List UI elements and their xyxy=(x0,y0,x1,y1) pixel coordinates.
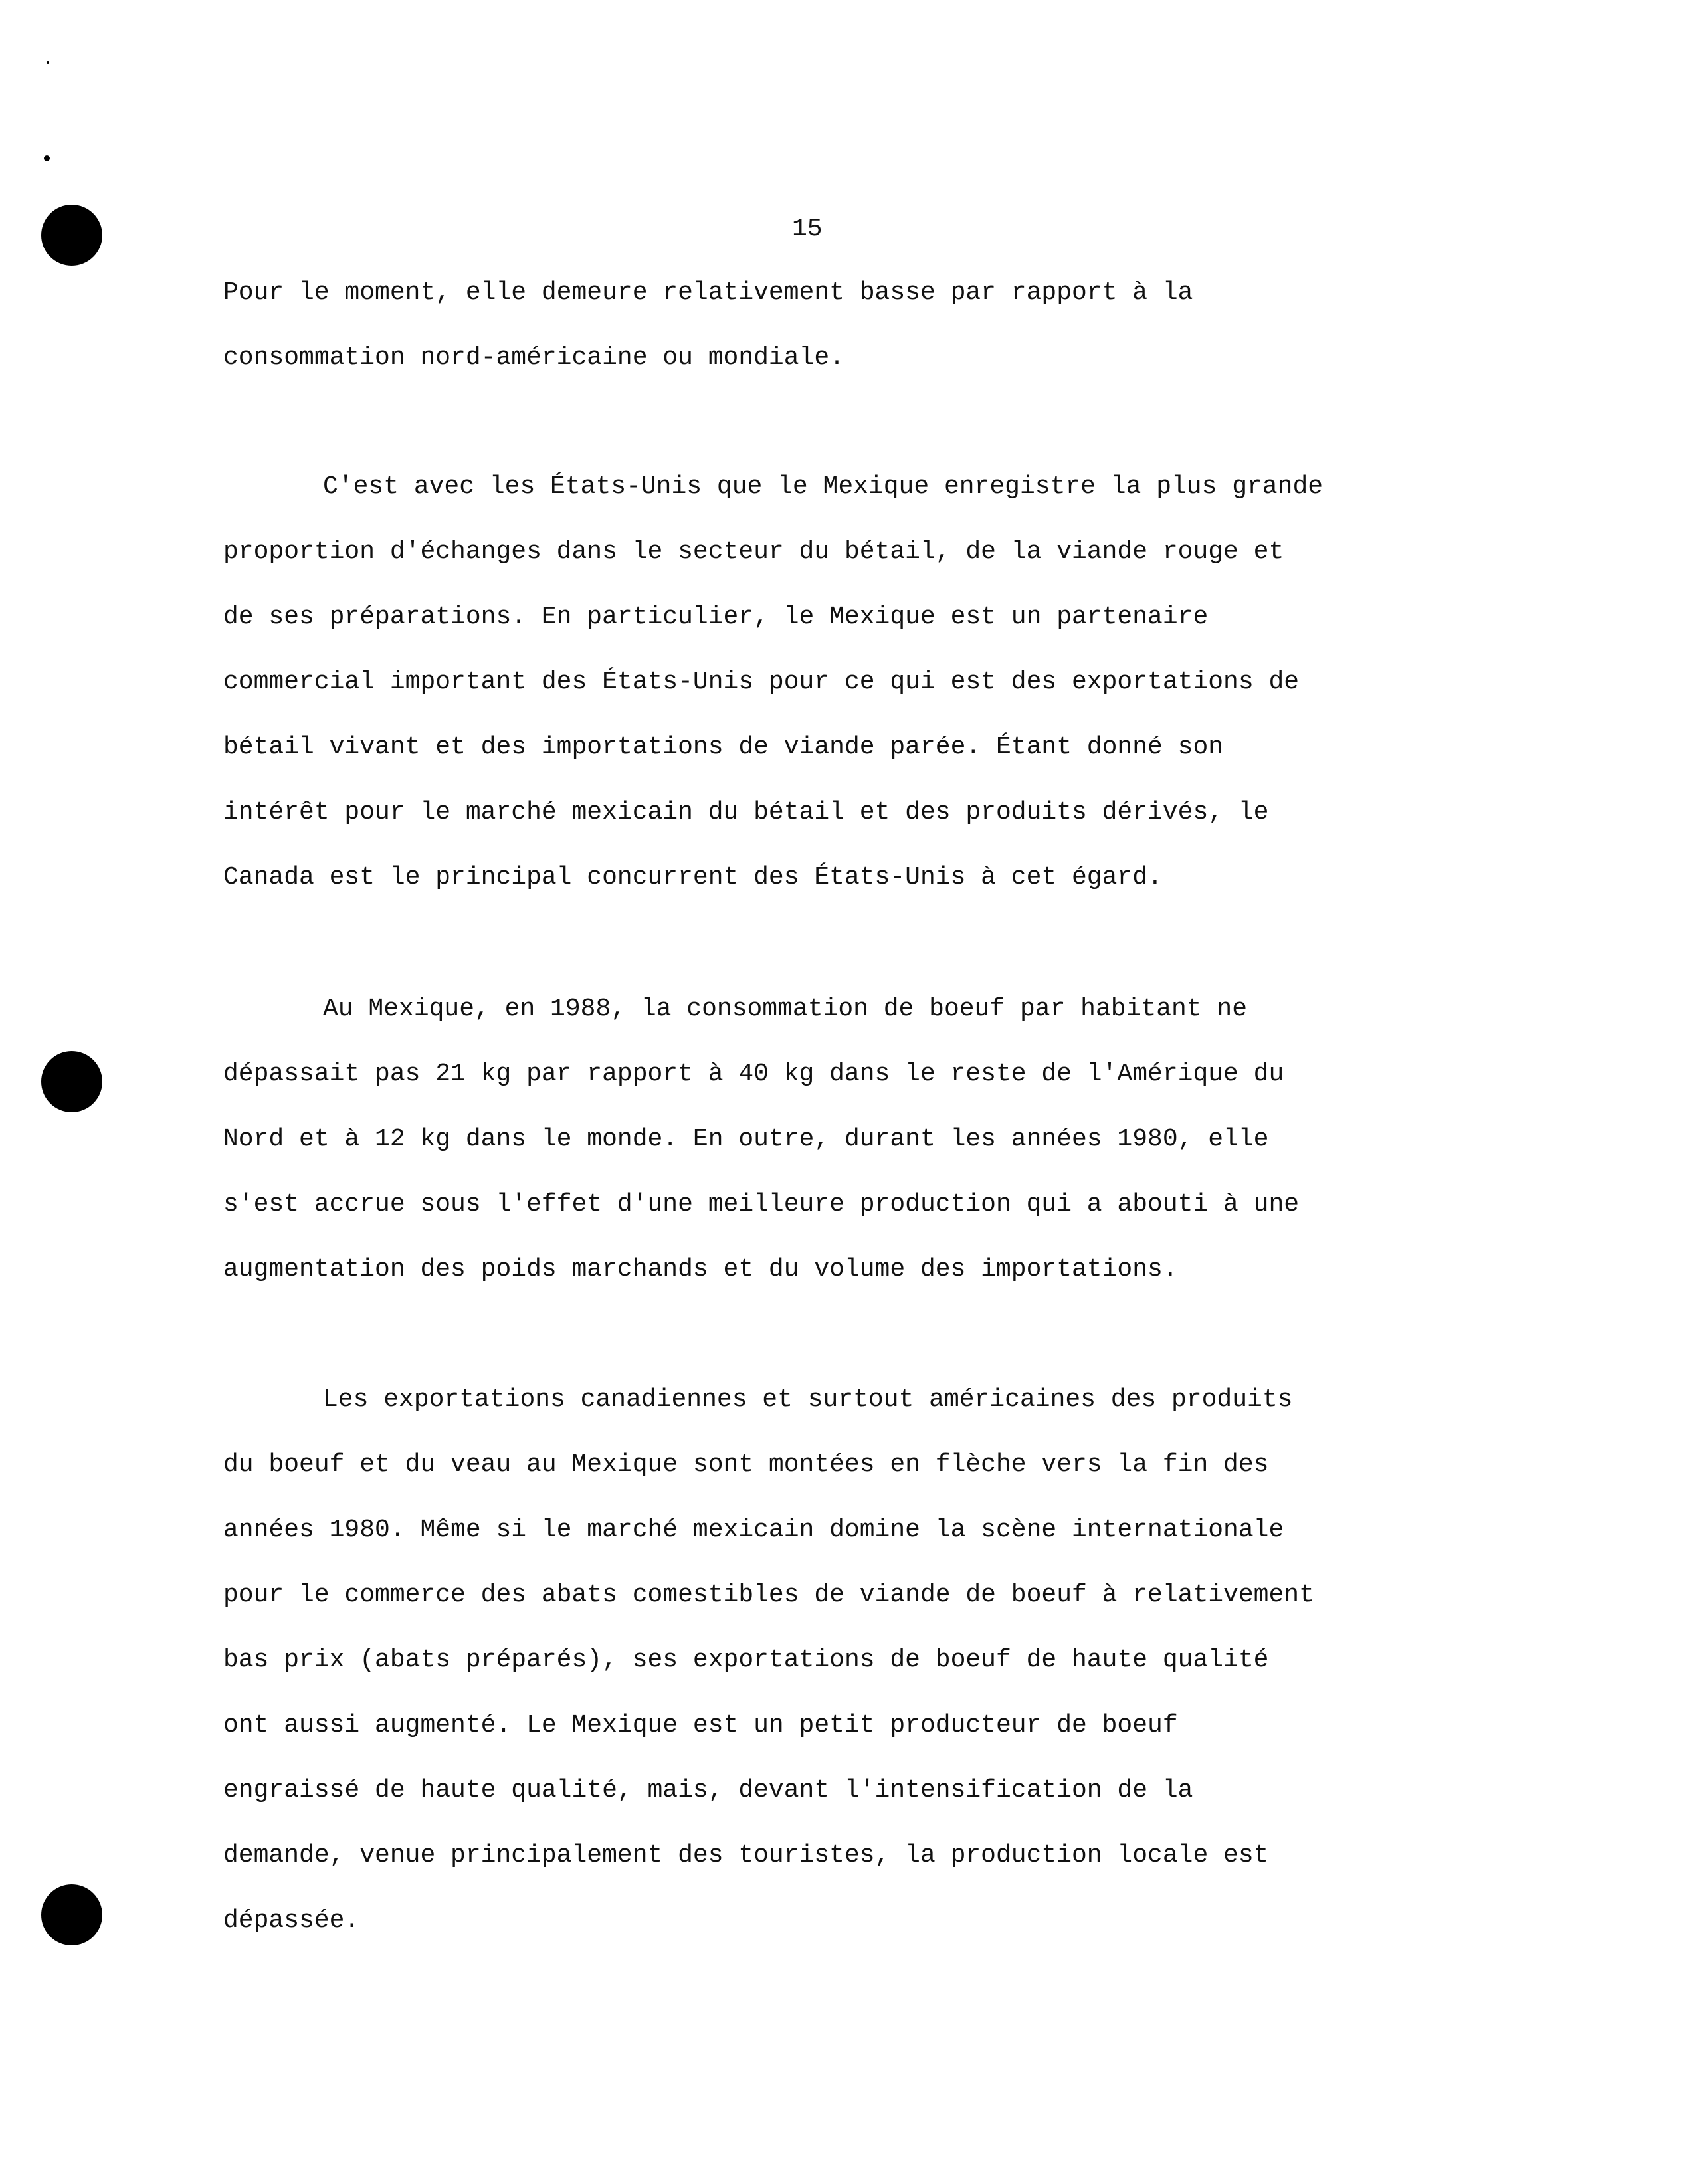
text-line: Pour le moment, elle demeure relativement basse par rapport à la xyxy=(223,278,1193,307)
page-number: 15 xyxy=(792,215,823,243)
paragraph-1 xyxy=(223,260,1419,391)
text-line: bétail vivant et des importations de viande parée. Étant donné son xyxy=(223,733,1224,761)
text-line: consommation nord-américaine ou mondiale. xyxy=(223,344,844,372)
paragraph-2 xyxy=(223,454,1419,910)
text-line: Les exportations canadiennes et surtout américaines des produits xyxy=(323,1385,1293,1414)
punch-hole-middle xyxy=(41,1051,102,1112)
text-line: commercial important des États-Unis pour ce qui est des exportations de xyxy=(223,668,1300,696)
text-line: dépassait pas 21 kg par rapport à 40 kg dans le reste de l'Amérique du xyxy=(223,1060,1284,1088)
text-line: ont aussi augmenté. Le Mexique est un petit producteur de boeuf xyxy=(223,1711,1178,1739)
text-line: Au Mexique, en 1988, la consommation de boeuf par habitant ne xyxy=(323,995,1248,1023)
text-line: demande, venue principalement des touristes, la production locale est xyxy=(223,1841,1269,1870)
text-line: de ses préparations. En particulier, le Mexique est un partenaire xyxy=(223,603,1209,631)
scan-speck xyxy=(44,155,50,161)
text-line: Nord et à 12 kg dans le monde. En outre, durant les années 1980, elle xyxy=(223,1125,1269,1153)
punch-hole-top xyxy=(41,205,102,266)
paragraph-4 xyxy=(223,1367,1419,1953)
text-line: Canada est le principal concurrent des États-Unis à cet égard. xyxy=(223,863,1163,892)
paragraph-3 xyxy=(223,977,1419,1302)
text-line: s'est accrue sous l'effet d'une meilleure production qui a abouti à une xyxy=(223,1190,1300,1219)
text-line: proportion d'échanges dans le secteur du bétail, de la viande rouge et xyxy=(223,538,1284,566)
text-line: C'est avec les États-Unis que le Mexique enregistre la plus grande xyxy=(323,472,1324,501)
text-line: pour le commerce des abats comestibles de viande de boeuf à relativement xyxy=(223,1581,1314,1609)
text-line: intérêt pour le marché mexicain du bétail et des produits dérivés, le xyxy=(223,798,1269,827)
scan-speck xyxy=(47,61,49,64)
text-line: engraissé de haute qualité, mais, devant l'intensification de la xyxy=(223,1776,1193,1805)
text-line: du boeuf et du veau au Mexique sont montées en flèche vers la fin des xyxy=(223,1450,1269,1479)
text-line: années 1980. Même si le marché mexicain domine la scène internationale xyxy=(223,1516,1284,1544)
text-line: dépassée. xyxy=(223,1906,360,1935)
punch-hole-bottom xyxy=(41,1884,102,1945)
text-line: bas prix (abats préparés), ses exportations de boeuf de haute qualité xyxy=(223,1646,1269,1674)
text-line: augmentation des poids marchands et du volume des importations. xyxy=(223,1255,1178,1284)
